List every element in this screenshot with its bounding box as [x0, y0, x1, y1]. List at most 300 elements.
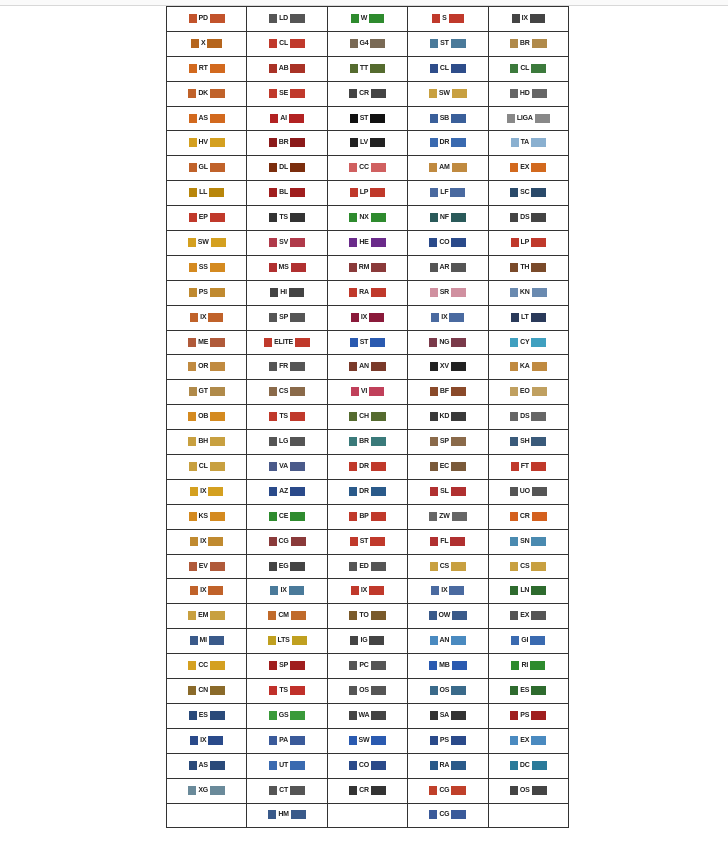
badge-icon-group[interactable]: [430, 138, 467, 147]
badge-cell: [167, 455, 247, 480]
badge-icon-group[interactable]: [269, 537, 306, 546]
badge-icon-group[interactable]: [269, 412, 305, 421]
badge-large-icon: [290, 138, 305, 147]
badge-icon-group[interactable]: [188, 362, 225, 371]
badge-icon-group[interactable]: [350, 636, 384, 645]
badge-code: CH: [359, 413, 369, 421]
badge-code: DL: [279, 164, 289, 172]
badge-large-icon: [451, 686, 466, 695]
table-row: [167, 479, 569, 504]
table-row: [167, 455, 569, 480]
badge-small-icon: [269, 562, 277, 571]
badge-large-icon: [371, 163, 386, 172]
badge-small-icon: [269, 387, 277, 396]
badge-cell: [408, 430, 488, 455]
badge-icon-group[interactable]: [189, 387, 225, 396]
badge-small-icon: [430, 188, 438, 197]
badge-code: BH: [198, 438, 209, 446]
badge-small-icon: [349, 711, 357, 720]
badge-icon-group[interactable]: [188, 412, 225, 421]
badge-icon-group[interactable]: [350, 64, 385, 73]
badge-code: GT: [198, 388, 208, 396]
badge-small-icon: [510, 786, 518, 795]
badge-icon-group[interactable]: [188, 338, 225, 347]
badge-icon-group[interactable]: [429, 661, 467, 670]
badge-icon-group[interactable]: [510, 387, 547, 396]
badge-code: CG: [439, 811, 450, 819]
badge-cell: [167, 679, 247, 704]
badge-icon-group[interactable]: [268, 611, 306, 620]
badge-code: EX: [520, 164, 530, 172]
badge-small-icon: [349, 661, 357, 670]
badge-icon-group[interactable]: [190, 487, 223, 496]
badge-icon-group[interactable]: [269, 362, 305, 371]
badge-icon-group[interactable]: [351, 586, 384, 595]
badge-large-icon: [531, 263, 546, 272]
badge-icon-group[interactable]: [510, 437, 546, 446]
badge-icon-group[interactable]: [429, 338, 466, 347]
badge-icon-group[interactable]: [430, 263, 467, 272]
badge-icon-group[interactable]: [349, 163, 386, 172]
badge-icon-group[interactable]: [269, 387, 305, 396]
badge-large-icon: [209, 636, 224, 645]
badge-icon-group[interactable]: [430, 437, 466, 446]
badge-cell: [247, 554, 327, 579]
badge-cell: [167, 479, 247, 504]
badge-icon-group[interactable]: [511, 138, 546, 147]
badge-code: AN: [439, 637, 450, 645]
badge-icon-group[interactable]: [430, 761, 467, 770]
badge-large-icon: [531, 412, 546, 421]
badge-icon-group[interactable]: [269, 487, 305, 496]
badge-icon-group[interactable]: [190, 313, 223, 322]
badge-icon-group[interactable]: [510, 64, 546, 73]
badge-large-icon: [290, 387, 305, 396]
badge-icon-group[interactable]: [510, 786, 547, 795]
badge-icon-group[interactable]: [510, 263, 546, 272]
badge-small-icon: [350, 188, 358, 197]
badge-icon-group[interactable]: [510, 586, 546, 595]
badge-icon-group[interactable]: [349, 686, 386, 695]
table-row: [167, 778, 569, 803]
badge-icon-group[interactable]: [430, 736, 466, 745]
badge-large-icon: [451, 238, 466, 247]
badge-large-icon: [532, 761, 547, 770]
badge-code: CR: [359, 89, 369, 97]
badge-large-icon: [452, 611, 467, 620]
badge-icon-group[interactable]: [430, 711, 466, 720]
badge-icon-group[interactable]: [189, 213, 225, 222]
badge-small-icon: [510, 711, 518, 720]
badge-icon-group[interactable]: [430, 562, 466, 571]
badge-small-icon: [510, 412, 518, 421]
badge-icon-group[interactable]: [189, 288, 225, 297]
badge-icon-group[interactable]: [430, 462, 466, 471]
badge-code: CY: [520, 338, 530, 346]
badge-icon-group[interactable]: [351, 14, 384, 23]
badge-icon-group[interactable]: [264, 338, 310, 347]
badge-icon-group[interactable]: [510, 89, 547, 98]
badge-icon-group[interactable]: [510, 711, 546, 720]
badge-icon-group[interactable]: [349, 562, 385, 571]
badge-icon-group[interactable]: [188, 661, 225, 670]
badge-icon-group[interactable]: [268, 810, 306, 819]
badge-code: CL: [439, 64, 449, 72]
badge-small-icon: [349, 89, 357, 98]
badge-small-icon: [188, 412, 196, 421]
badge-icon-group[interactable]: [269, 313, 305, 322]
badge-icon-group[interactable]: [349, 761, 386, 770]
badge-icon-group[interactable]: [510, 537, 546, 546]
badge-icon-group[interactable]: [349, 89, 386, 98]
badge-large-icon: [290, 661, 305, 670]
badge-icon-group[interactable]: [350, 114, 386, 123]
badge-large-icon: [532, 387, 547, 396]
badge-icon-group[interactable]: [269, 711, 306, 720]
badge-icon-group[interactable]: [511, 636, 545, 645]
badge-icon-group[interactable]: [189, 64, 225, 73]
badge-icon-group[interactable]: [510, 487, 547, 496]
badge-icon-group[interactable]: [511, 462, 546, 471]
badge-icon-group[interactable]: [190, 736, 223, 745]
badge-small-icon: [430, 736, 438, 745]
badge-code: CN: [198, 686, 209, 694]
badge-icon-group[interactable]: [189, 711, 225, 720]
badge-code: IX: [280, 587, 287, 595]
badge-large-icon: [531, 138, 546, 147]
badge-icon-group[interactable]: [269, 462, 305, 471]
badge-icon-group[interactable]: [430, 487, 466, 496]
badge-code: BF: [439, 388, 449, 396]
badge-icon-group[interactable]: [349, 238, 385, 247]
badge-icon-group[interactable]: [269, 89, 305, 98]
badge-cell: [327, 7, 407, 32]
badge-small-icon: [430, 761, 438, 770]
badge-icon-group[interactable]: [430, 213, 466, 222]
badge-icon-group[interactable]: [430, 188, 465, 197]
badge-large-icon: [210, 163, 225, 172]
badge-icon-group[interactable]: [431, 586, 464, 595]
badge-icon-group[interactable]: [270, 586, 303, 595]
badge-icon-group[interactable]: [349, 462, 386, 471]
badge-icon-group[interactable]: [269, 263, 306, 272]
badge-small-icon: [349, 462, 357, 471]
badge-icon-group[interactable]: [269, 14, 305, 23]
badge-code: OB: [198, 413, 209, 421]
badge-icon-group[interactable]: [432, 14, 463, 23]
badge-icon-group[interactable]: [510, 213, 546, 222]
badge-icon-group[interactable]: [269, 661, 305, 670]
badge-code: ST: [359, 537, 369, 545]
badge-icon-group[interactable]: [349, 213, 385, 222]
badge-cell: [408, 778, 488, 803]
badge-icon-group[interactable]: [512, 14, 545, 23]
badge-cell: [488, 654, 568, 679]
badge-icon-group[interactable]: [349, 736, 387, 745]
badge-small-icon: [270, 586, 278, 595]
badge-icon-group[interactable]: [269, 686, 305, 695]
badge-code: ES: [198, 711, 208, 719]
table-row: [167, 405, 569, 430]
badge-code: ST: [359, 338, 369, 346]
badge-code: FT: [520, 462, 529, 470]
badge-icon-group[interactable]: [189, 138, 225, 147]
badge-large-icon: [289, 114, 304, 123]
badge-cell: [327, 604, 407, 629]
badge-icon-group[interactable]: [430, 288, 466, 297]
badge-cell: [247, 280, 327, 305]
badge-icon-group[interactable]: [269, 188, 305, 197]
badge-code: HD: [519, 89, 530, 97]
badge-icon-group[interactable]: [430, 114, 466, 123]
badge-icon-group[interactable]: [507, 114, 550, 123]
table-row: [167, 803, 569, 828]
badge-icon-group[interactable]: [510, 39, 547, 48]
badge-icon-group[interactable]: [189, 163, 225, 172]
badge-small-icon: [431, 586, 439, 595]
badge-icon-group[interactable]: [188, 437, 225, 446]
table-row: [167, 579, 569, 604]
badge-icon-group[interactable]: [510, 562, 546, 571]
badge-icon-group[interactable]: [189, 114, 225, 123]
badge-icon-group[interactable]: [268, 636, 307, 645]
badge-icon-group[interactable]: [429, 163, 467, 172]
badge-icon-group[interactable]: [269, 562, 306, 571]
badge-icon-group[interactable]: [349, 263, 387, 272]
badge-icon-group[interactable]: [349, 786, 386, 795]
badge-icon-group[interactable]: [349, 512, 385, 521]
badge-code: IX: [441, 587, 448, 595]
badge-icon-group[interactable]: [269, 213, 305, 222]
badge-cell: [167, 305, 247, 330]
badge-code: TT: [359, 64, 369, 72]
badge-large-icon: [451, 711, 466, 720]
badge-small-icon: [510, 537, 518, 546]
badge-icon-group[interactable]: [190, 586, 223, 595]
badge-code: W: [360, 14, 368, 22]
badge-cell: [488, 778, 568, 803]
badge-large-icon: [208, 586, 223, 595]
badge-icon-group[interactable]: [510, 338, 546, 347]
badge-code: DR: [439, 139, 450, 147]
badge-small-icon: [430, 213, 438, 222]
badge-icon-group[interactable]: [510, 686, 546, 695]
badge-cell: [408, 753, 488, 778]
badge-cell: [167, 106, 247, 131]
badge-icon-group[interactable]: [429, 786, 466, 795]
badge-icon-group[interactable]: [349, 288, 386, 297]
badge-cell: [327, 405, 407, 430]
badge-large-icon: [531, 711, 546, 720]
badge-icon-group[interactable]: [430, 412, 467, 421]
badge-icon-group[interactable]: [269, 736, 305, 745]
badge-icon-group[interactable]: [189, 263, 225, 272]
badge-icon-group[interactable]: [510, 288, 547, 297]
badge-icon-group[interactable]: [349, 437, 386, 446]
badge-icon-group[interactable]: [511, 661, 545, 670]
badge-code: LL: [199, 189, 208, 197]
badge-large-icon: [290, 313, 305, 322]
badge-icon-group[interactable]: [269, 64, 306, 73]
badge-large-icon: [451, 462, 466, 471]
badge-cell: [488, 131, 568, 156]
badge-large-icon: [290, 238, 305, 247]
badge-small-icon: [510, 487, 518, 496]
badge-icon-group[interactable]: [350, 537, 386, 546]
badge-icon-group[interactable]: [350, 39, 386, 48]
badge-large-icon: [291, 810, 306, 819]
badge-icon-group[interactable]: [190, 537, 223, 546]
badge-cell: [247, 206, 327, 231]
badge-icon-group[interactable]: [510, 163, 546, 172]
badge-icon-group[interactable]: [269, 163, 305, 172]
badge-small-icon: [511, 661, 519, 670]
badge-icon-group[interactable]: [349, 661, 385, 670]
badge-icon-group[interactable]: [269, 512, 305, 521]
badge-icon-group[interactable]: [189, 761, 225, 770]
badge-small-icon: [190, 736, 198, 745]
badge-small-icon: [269, 64, 277, 73]
badge-icon-group[interactable]: [189, 512, 225, 521]
badge-icon-group[interactable]: [189, 188, 224, 197]
badge-cell: [327, 280, 407, 305]
badge-large-icon: [290, 188, 305, 197]
badge-icon-group[interactable]: [351, 387, 384, 396]
badge-icon-group[interactable]: [349, 412, 386, 421]
badge-icon-group[interactable]: [510, 362, 547, 371]
badge-icon-group[interactable]: [189, 562, 225, 571]
badge-icon-group[interactable]: [269, 39, 305, 48]
badge-icon-group[interactable]: [429, 810, 466, 819]
badge-icon-group[interactable]: [350, 188, 386, 197]
badge-cell: [247, 504, 327, 529]
badge-icon-group[interactable]: [270, 114, 304, 123]
badge-icon-group[interactable]: [511, 313, 546, 322]
badge-icon-group[interactable]: [429, 611, 468, 620]
badge-cell: [167, 405, 247, 430]
badge-large-icon: [210, 362, 225, 371]
badge-cell: [408, 181, 488, 206]
badge-cell: [488, 106, 568, 131]
badge-small-icon: [430, 288, 438, 297]
badge-small-icon: [189, 462, 197, 471]
badge-large-icon: [292, 636, 307, 645]
table-row: [167, 629, 569, 654]
badge-icon-group[interactable]: [188, 686, 225, 695]
badge-icon-group[interactable]: [349, 487, 386, 496]
badge-small-icon: [510, 64, 518, 73]
badge-code: AZ: [279, 487, 289, 495]
badge-icon-group[interactable]: [189, 14, 225, 23]
badge-icon-group[interactable]: [350, 338, 386, 347]
badge-code: CS: [278, 388, 289, 396]
badge-icon-group[interactable]: [269, 238, 305, 247]
badge-cell: [488, 703, 568, 728]
badge-large-icon: [371, 288, 386, 297]
badge-icon-group[interactable]: [349, 611, 385, 620]
badge-icon-group[interactable]: [429, 89, 467, 98]
badge-icon-group[interactable]: [510, 761, 547, 770]
badge-icon-group[interactable]: [430, 362, 466, 371]
table-row: [167, 355, 569, 380]
badge-icon-group[interactable]: [431, 313, 464, 322]
badge-icon-group[interactable]: [190, 636, 224, 645]
badge-icon-group[interactable]: [269, 761, 305, 770]
badge-icon-group[interactable]: [430, 686, 467, 695]
badge-icon-group[interactable]: [430, 64, 466, 73]
badge-icon-group[interactable]: [511, 238, 547, 247]
badge-icon-group[interactable]: [510, 188, 546, 197]
badge-code: DC: [519, 761, 530, 769]
badge-cell: [247, 529, 327, 554]
badge-icon-group[interactable]: [429, 238, 466, 247]
badge-small-icon: [510, 213, 518, 222]
badge-icon-group[interactable]: [188, 786, 225, 795]
badge-icon-group[interactable]: [270, 288, 304, 297]
badge-cell: [167, 206, 247, 231]
badge-icon-group[interactable]: [188, 89, 225, 98]
badge-cell: [167, 430, 247, 455]
badge-small-icon: [510, 586, 518, 595]
badge-icon-group[interactable]: [429, 512, 466, 521]
badge-cell: [408, 455, 488, 480]
badge-small-icon: [349, 611, 357, 620]
badge-icon-group[interactable]: [349, 711, 387, 720]
badge-icon-group[interactable]: [349, 362, 386, 371]
badge-icon-group[interactable]: [189, 462, 225, 471]
badge-large-icon: [370, 114, 385, 123]
badge-code: IX: [200, 587, 207, 595]
badge-icon-group[interactable]: [510, 611, 546, 620]
badge-icon-group[interactable]: [510, 512, 547, 521]
badge-icon-group[interactable]: [430, 537, 465, 546]
badge-icon-group[interactable]: [430, 39, 466, 48]
badge-code: BL: [279, 189, 289, 197]
badge-small-icon: [269, 537, 277, 546]
badge-large-icon: [290, 14, 305, 23]
badge-cell: [408, 56, 488, 81]
badge-icon-group[interactable]: [430, 387, 466, 396]
badge-code: CT: [279, 786, 289, 794]
badge-small-icon: [189, 288, 197, 297]
badge-icon-group[interactable]: [188, 611, 225, 620]
badge-code: MI: [199, 637, 207, 645]
badge-small-icon: [269, 188, 277, 197]
badge-icon-group[interactable]: [350, 138, 385, 147]
badge-large-icon: [290, 686, 305, 695]
badge-icon-group[interactable]: [269, 786, 305, 795]
badge-large-icon: [531, 537, 546, 546]
badge-large-icon: [531, 188, 546, 197]
badge-icon-group[interactable]: [351, 313, 384, 322]
badge-code: X: [200, 39, 206, 47]
badge-large-icon: [210, 661, 225, 670]
badge-icon-group[interactable]: [269, 437, 305, 446]
badge-icon-group[interactable]: [510, 412, 546, 421]
badge-cell: [167, 156, 247, 181]
badge-icon-group[interactable]: [191, 39, 222, 48]
badge-small-icon: [269, 711, 277, 720]
badge-code: SN: [520, 537, 530, 545]
badge-small-icon: [512, 14, 520, 23]
badge-large-icon: [450, 188, 465, 197]
badge-icon-group[interactable]: [430, 636, 467, 645]
badge-icon-group[interactable]: [188, 238, 226, 247]
badge-small-icon: [189, 387, 197, 396]
badge-icon-group[interactable]: [510, 736, 546, 745]
table-row: [167, 280, 569, 305]
badge-icon-group[interactable]: [269, 138, 306, 147]
